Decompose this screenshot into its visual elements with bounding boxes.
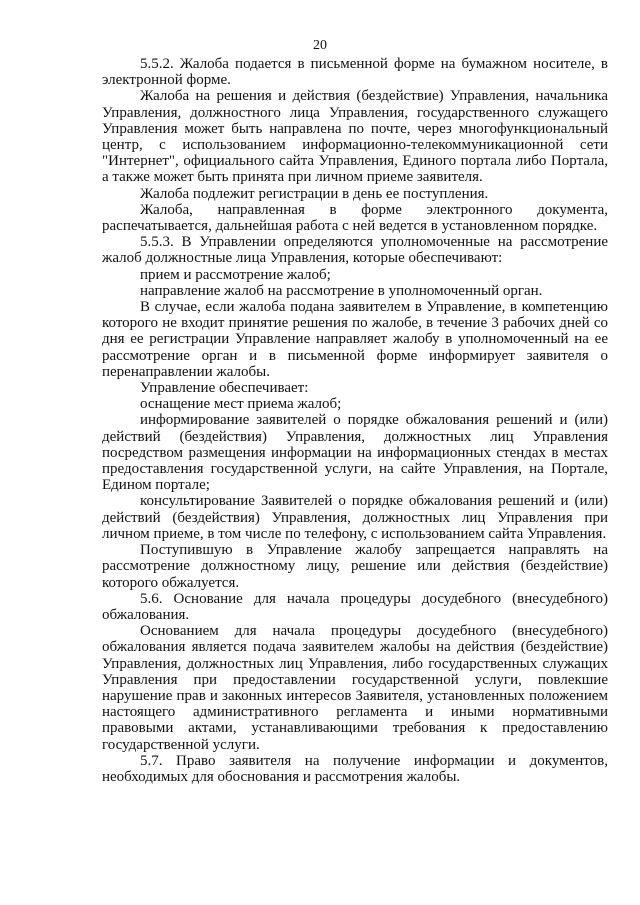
- paragraph-equipment: оснащение мест приема жалоб;: [140, 396, 342, 413]
- paragraph-complaint-channels: Жалоба на решения и действия (бездействие) Управления, начальника Управления, должностного лица Управления, государственного служащего Управления может быть направлена по почте, через многофункциональный центр, с использованием информационно-телекоммуникационной сети "Интернет", официального сайта Управления, Единого портала либо Портала, а также может быть принята при личном приеме заявителя.: [102, 88, 608, 186]
- paragraph-redirect-case: В случае, если жалоба подана заявителем в Управление, в компетенцию которого не входит принятие решения по жалобе, в течение 3 рабочих дней со дня ее регистрации Управление направляет жалобу в уполномоченный на ее рассмотрение орган и в письменной форме информирует заявителя о перенаправлении жалобы.: [102, 299, 608, 380]
- paragraph-informing: информирование заявителей о порядке обжалования решений и (или) действий (бездействия) Управления, должностных лиц Управления посредством размещения информации на информационных стендах в местах предоставления государственной услуги, на сайте Управления, на Портале, Едином портале;: [102, 412, 608, 494]
- page-number: 20: [313, 38, 327, 53]
- paragraph-5-7: 5.7. Право заявителя на получение информации и документов, необходимых для обоснования и рассмотрения жалобы.: [102, 752, 608, 785]
- paragraph-registration: Жалоба подлежит регистрации в день ее поступления.: [140, 185, 489, 202]
- paragraph-consulting: консультирование Заявителей о порядке обжалования решений и (или) действий (бездействия) Управления, должностных лиц Управления при личном приеме, в том числе по телефону, с использованием сайта Управления.: [102, 493, 608, 542]
- paragraph-prohibition: Поступившую в Управление жалобу запрещается направлять на рассмотрение должностному лицу, решение или действия (бездействие) которого обжалуется.: [102, 542, 608, 591]
- paragraph-grounds: Основанием для начала процедуры досудебного (внесудебного) обжалования является подача заявителем жалобы на действия (бездействие) Управления, должностных лиц Управления, либо государственных служащих Управления при предоставлении государственной услуги, повлекшие нарушение прав и законных интересов Заявителя, установленных положением настоящего административного регламента и иными нормативными правовыми актами, устанавливающими требования к предоставлению государственной услуги.: [102, 623, 608, 753]
- paragraph-electronic-complaint: Жалоба, направленная в форме электронного документа, распечатывается, дальнейшая работа с ней ведется в установленном порядке.: [102, 201, 608, 235]
- paragraph-receipt: прием и рассмотрение жалоб;: [140, 266, 331, 283]
- document-body: [102, 56, 608, 785]
- paragraph-5-5-2: 5.5.2. Жалоба подается в письменной форме на бумажном носителе, в электронной форме.: [102, 56, 608, 89]
- paragraph-ensures: Управление обеспечивает:: [140, 380, 309, 397]
- paragraph-5-5-3: 5.5.3. В Управлении определяются уполномоченные на рассмотрение жалоб должностные лица Управления, которые обеспечивают:: [102, 234, 608, 267]
- paragraph-5-6: 5.6. Основание для начала процедуры досудебного (внесудебного) обжалования.: [102, 590, 608, 623]
- paragraph-forwarding: направление жалоб на рассмотрение в уполномоченный орган.: [140, 282, 543, 299]
